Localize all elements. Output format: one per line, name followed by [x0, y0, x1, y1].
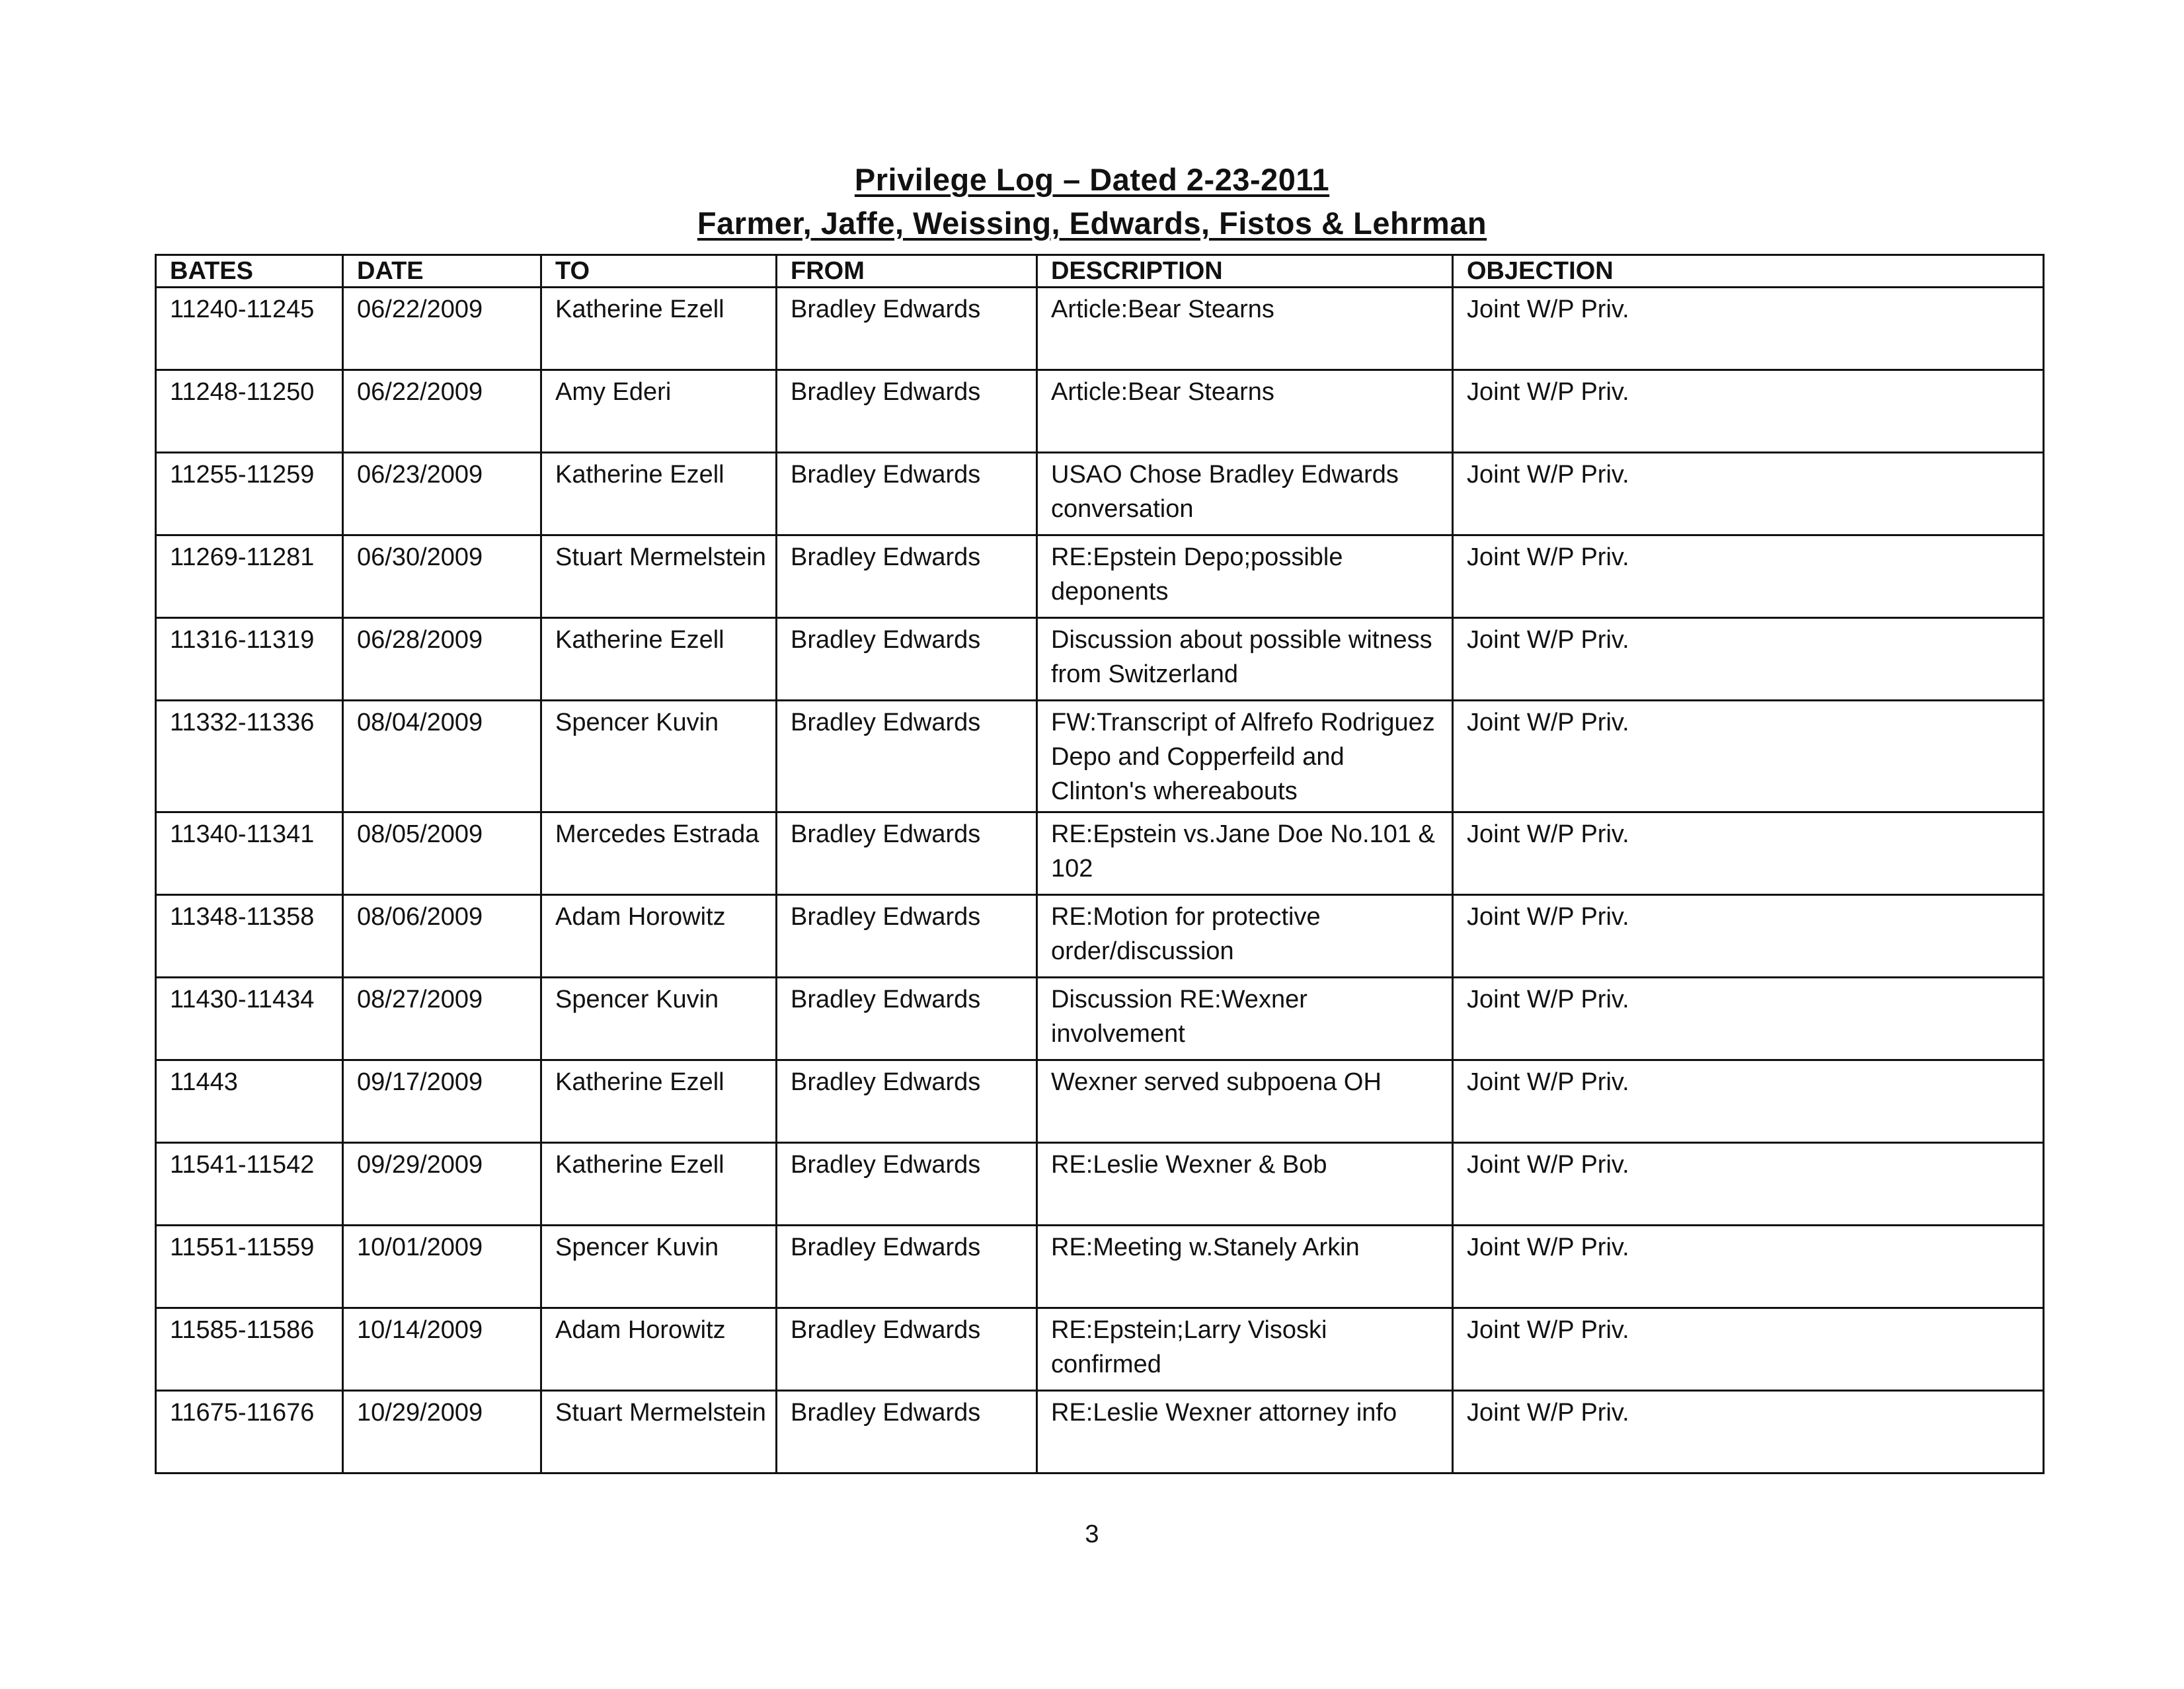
- cell-description: RE:Motion for protective order/discussion: [1037, 895, 1453, 978]
- cell-to: Katherine Ezell: [541, 1143, 777, 1226]
- cell-to: Katherine Ezell: [541, 1060, 777, 1143]
- cell-description: RE:Epstein vs.Jane Doe No.101 & 102: [1037, 812, 1453, 895]
- cell-objection: Joint W/P Priv.: [1453, 812, 2044, 895]
- cell-date: 08/06/2009: [343, 895, 541, 978]
- cell-description: Discussion RE:Wexner involvement: [1037, 978, 1453, 1060]
- document-title: Privilege Log – Dated 2-23-2011: [854, 162, 1330, 197]
- privilege-log-table: [155, 254, 2045, 1474]
- cell-bates: 11430-11434: [156, 978, 343, 1060]
- cell-bates: 11240-11245: [156, 288, 343, 370]
- table-row: [156, 1226, 2044, 1308]
- cell-bates: 11248-11250: [156, 370, 343, 453]
- header-objection: OBJECTION: [1453, 255, 2044, 288]
- cell-date: 09/17/2009: [343, 1060, 541, 1143]
- table-row: [156, 1143, 2044, 1226]
- cell-from: Bradley Edwards: [777, 812, 1037, 895]
- header-from: FROM: [777, 255, 1037, 288]
- cell-bates: 11348-11358: [156, 895, 343, 978]
- table-row: [156, 535, 2044, 618]
- table-row: [156, 812, 2044, 895]
- table-row: [156, 1308, 2044, 1391]
- cell-date: 08/27/2009: [343, 978, 541, 1060]
- cell-date: 06/28/2009: [343, 618, 541, 701]
- cell-objection: Joint W/P Priv.: [1453, 618, 2044, 701]
- cell-from: Bradley Edwards: [777, 1391, 1037, 1473]
- cell-from: Bradley Edwards: [777, 1143, 1037, 1226]
- cell-from: Bradley Edwards: [777, 618, 1037, 701]
- cell-to: Spencer Kuvin: [541, 978, 777, 1060]
- header-bates: BATES: [156, 255, 343, 288]
- cell-to: Mercedes Estrada: [541, 812, 777, 895]
- cell-to: Adam Horowitz: [541, 895, 777, 978]
- cell-from: Bradley Edwards: [777, 370, 1037, 453]
- cell-date: 08/04/2009: [343, 701, 541, 812]
- cell-to: Stuart Mermelstein: [541, 535, 777, 618]
- cell-from: Bradley Edwards: [777, 453, 1037, 535]
- cell-description: Discussion about possible witness from Switzerland: [1037, 618, 1453, 701]
- cell-bates: 11443: [156, 1060, 343, 1143]
- document-subtitle: Farmer, Jaffe, Weissing, Edwards, Fistos & Lehrman: [697, 206, 1487, 241]
- table-row: [156, 1060, 2044, 1143]
- table-row: [156, 618, 2044, 701]
- cell-objection: Joint W/P Priv.: [1453, 453, 2044, 535]
- header-to: TO: [541, 255, 777, 288]
- cell-from: Bradley Edwards: [777, 288, 1037, 370]
- cell-objection: Joint W/P Priv.: [1453, 370, 2044, 453]
- table-row: [156, 370, 2044, 453]
- cell-to: Katherine Ezell: [541, 453, 777, 535]
- cell-description: Wexner served subpoena OH: [1037, 1060, 1453, 1143]
- cell-bates: 11316-11319: [156, 618, 343, 701]
- cell-description: RE:Leslie Wexner & Bob: [1037, 1143, 1453, 1226]
- cell-description: RE:Epstein;Larry Visoski confirmed: [1037, 1308, 1453, 1391]
- cell-from: Bradley Edwards: [777, 1308, 1037, 1391]
- cell-from: Bradley Edwards: [777, 1060, 1037, 1143]
- cell-objection: Joint W/P Priv.: [1453, 1226, 2044, 1308]
- cell-date: 06/30/2009: [343, 535, 541, 618]
- cell-objection: Joint W/P Priv.: [1453, 1308, 2044, 1391]
- cell-date: 08/05/2009: [343, 812, 541, 895]
- cell-date: 06/22/2009: [343, 370, 541, 453]
- cell-to: Katherine Ezell: [541, 288, 777, 370]
- cell-objection: Joint W/P Priv.: [1453, 288, 2044, 370]
- cell-bates: 11255-11259: [156, 453, 343, 535]
- cell-from: Bradley Edwards: [777, 701, 1037, 812]
- cell-objection: Joint W/P Priv.: [1453, 1391, 2044, 1473]
- table-row: [156, 288, 2044, 370]
- cell-bates: 11340-11341: [156, 812, 343, 895]
- cell-objection: Joint W/P Priv.: [1453, 978, 2044, 1060]
- cell-bates: 11541-11542: [156, 1143, 343, 1226]
- table-row: [156, 1391, 2044, 1473]
- cell-objection: Joint W/P Priv.: [1453, 535, 2044, 618]
- cell-description: USAO Chose Bradley Edwards conversation: [1037, 453, 1453, 535]
- table-row: [156, 453, 2044, 535]
- cell-to: Spencer Kuvin: [541, 1226, 777, 1308]
- cell-date: 09/29/2009: [343, 1143, 541, 1226]
- cell-date: 10/01/2009: [343, 1226, 541, 1308]
- cell-objection: Joint W/P Priv.: [1453, 1060, 2044, 1143]
- cell-objection: Joint W/P Priv.: [1453, 1143, 2044, 1226]
- cell-from: Bradley Edwards: [777, 895, 1037, 978]
- table-row: [156, 895, 2044, 978]
- cell-to: Spencer Kuvin: [541, 701, 777, 812]
- table-row: [156, 978, 2044, 1060]
- cell-from: Bradley Edwards: [777, 978, 1037, 1060]
- cell-description: RE:Leslie Wexner attorney info: [1037, 1391, 1453, 1473]
- cell-date: 10/14/2009: [343, 1308, 541, 1391]
- page-number: 3: [1085, 1520, 1099, 1548]
- cell-bates: 11332-11336: [156, 701, 343, 812]
- cell-bates: 11551-11559: [156, 1226, 343, 1308]
- cell-objection: Joint W/P Priv.: [1453, 895, 2044, 978]
- cell-objection: Joint W/P Priv.: [1453, 701, 2044, 812]
- cell-to: Stuart Mermelstein: [541, 1391, 777, 1473]
- cell-description: Article:Bear Stearns: [1037, 288, 1453, 370]
- table-row: [156, 701, 2044, 812]
- cell-bates: 11585-11586: [156, 1308, 343, 1391]
- header-date: DATE: [343, 255, 541, 288]
- cell-description: RE:Meeting w.Stanely Arkin: [1037, 1226, 1453, 1308]
- cell-to: Katherine Ezell: [541, 618, 777, 701]
- cell-date: 10/29/2009: [343, 1391, 541, 1473]
- cell-from: Bradley Edwards: [777, 535, 1037, 618]
- cell-bates: 11269-11281: [156, 535, 343, 618]
- cell-to: Adam Horowitz: [541, 1308, 777, 1391]
- cell-description: FW:Transcript of Alfrefo Rodriguez Depo and Copperfeild and Clinton's whereabouts: [1037, 701, 1453, 812]
- table-header-row: [156, 255, 2044, 288]
- cell-date: 06/23/2009: [343, 453, 541, 535]
- cell-bates: 11675-11676: [156, 1391, 343, 1473]
- cell-to: Amy Ederi: [541, 370, 777, 453]
- cell-description: Article:Bear Stearns: [1037, 370, 1453, 453]
- cell-date: 06/22/2009: [343, 288, 541, 370]
- cell-from: Bradley Edwards: [777, 1226, 1037, 1308]
- header-description: DESCRIPTION: [1037, 255, 1453, 288]
- cell-description: RE:Epstein Depo;possible deponents: [1037, 535, 1453, 618]
